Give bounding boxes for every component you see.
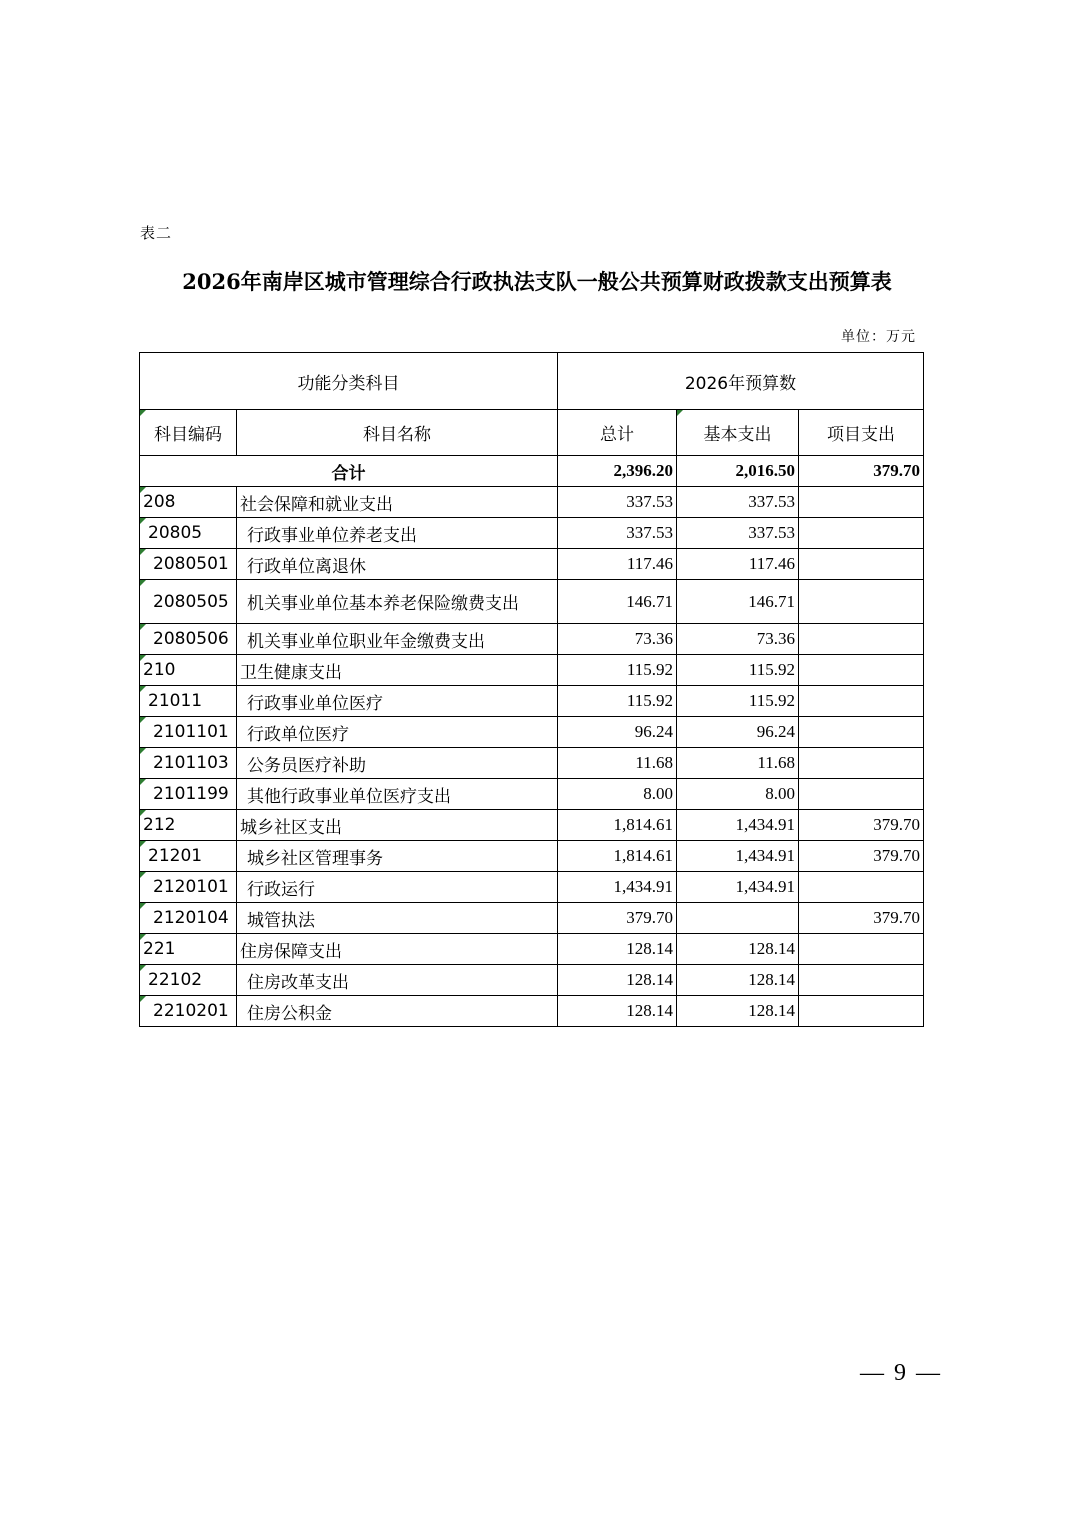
row-total: 337.53 bbox=[558, 487, 677, 518]
row-project bbox=[799, 549, 924, 580]
table-tag: 表二 bbox=[140, 224, 173, 242]
row-code: 2080506 bbox=[140, 624, 237, 655]
row-project: 379.70 bbox=[799, 810, 924, 841]
row-basic bbox=[677, 903, 799, 934]
table-row bbox=[140, 748, 924, 779]
row-code: 22102 bbox=[140, 965, 237, 996]
table-row bbox=[140, 686, 924, 717]
total-row bbox=[140, 456, 924, 487]
row-code: 2101199 bbox=[140, 779, 237, 810]
row-project bbox=[799, 748, 924, 779]
table-row bbox=[140, 518, 924, 549]
total-label: 合计 bbox=[140, 456, 558, 487]
row-basic: 117.46 bbox=[677, 549, 799, 580]
table-row bbox=[140, 841, 924, 872]
row-name: 行政事业单位养老支出 bbox=[237, 518, 558, 549]
header-code: 科目编码 bbox=[140, 410, 237, 456]
row-basic: 1,434.91 bbox=[677, 841, 799, 872]
row-project bbox=[799, 779, 924, 810]
unit-label: 单位：万元 bbox=[841, 329, 916, 345]
row-basic: 11.68 bbox=[677, 748, 799, 779]
row-total: 117.46 bbox=[558, 549, 677, 580]
table-row bbox=[140, 872, 924, 903]
page-number: — 9 — bbox=[860, 1360, 942, 1386]
row-name: 城乡社区支出 bbox=[237, 810, 558, 841]
row-basic: 1,434.91 bbox=[677, 872, 799, 903]
row-name: 公务员医疗补助 bbox=[237, 748, 558, 779]
row-total: 337.53 bbox=[558, 518, 677, 549]
row-code: 2101103 bbox=[140, 748, 237, 779]
row-name: 机关事业单位基本养老保险缴费支出 bbox=[237, 580, 558, 624]
budget-table bbox=[139, 352, 924, 1027]
row-name: 行政事业单位医疗 bbox=[237, 686, 558, 717]
row-total: 146.71 bbox=[558, 580, 677, 624]
table-row bbox=[140, 655, 924, 686]
row-basic: 337.53 bbox=[677, 487, 799, 518]
row-code: 2120104 bbox=[140, 903, 237, 934]
row-project bbox=[799, 686, 924, 717]
row-project: 379.70 bbox=[799, 841, 924, 872]
total-amount: 2,396.20 bbox=[558, 456, 677, 487]
row-name: 社会保障和就业支出 bbox=[237, 487, 558, 518]
row-basic: 128.14 bbox=[677, 934, 799, 965]
table-row bbox=[140, 934, 924, 965]
page-title: 2026年南岸区城市管理综合行政执法支队一般公共预算财政拨款支出预算表 bbox=[182, 269, 892, 294]
table-row bbox=[140, 549, 924, 580]
row-basic: 73.36 bbox=[677, 624, 799, 655]
row-code: 208 bbox=[140, 487, 237, 518]
header-project: 项目支出 bbox=[799, 410, 924, 456]
header-budget-2026: 2026年预算数 bbox=[558, 353, 924, 410]
row-project: 379.70 bbox=[799, 903, 924, 934]
header-total: 总计 bbox=[558, 410, 677, 456]
table-row bbox=[140, 996, 924, 1027]
row-total: 96.24 bbox=[558, 717, 677, 748]
row-code: 2080505 bbox=[140, 580, 237, 624]
table-row bbox=[140, 580, 924, 624]
table-row bbox=[140, 624, 924, 655]
row-name: 住房改革支出 bbox=[237, 965, 558, 996]
row-name: 住房保障支出 bbox=[237, 934, 558, 965]
row-project bbox=[799, 872, 924, 903]
row-basic: 128.14 bbox=[677, 996, 799, 1027]
row-basic: 115.92 bbox=[677, 686, 799, 717]
table-row bbox=[140, 965, 924, 996]
row-code: 21201 bbox=[140, 841, 237, 872]
row-code: 2101101 bbox=[140, 717, 237, 748]
row-basic: 8.00 bbox=[677, 779, 799, 810]
row-name: 住房公积金 bbox=[237, 996, 558, 1027]
row-project bbox=[799, 717, 924, 748]
row-basic: 115.92 bbox=[677, 655, 799, 686]
row-total: 128.14 bbox=[558, 996, 677, 1027]
row-total: 8.00 bbox=[558, 779, 677, 810]
table-row bbox=[140, 810, 924, 841]
row-project bbox=[799, 996, 924, 1027]
row-project bbox=[799, 580, 924, 624]
row-total: 115.92 bbox=[558, 686, 677, 717]
row-name: 机关事业单位职业年金缴费支出 bbox=[237, 624, 558, 655]
row-basic: 146.71 bbox=[677, 580, 799, 624]
row-total: 128.14 bbox=[558, 934, 677, 965]
header-row-group bbox=[140, 353, 924, 410]
row-total: 73.36 bbox=[558, 624, 677, 655]
header-name: 科目名称 bbox=[237, 410, 558, 456]
row-code: 221 bbox=[140, 934, 237, 965]
row-project bbox=[799, 934, 924, 965]
row-code: 210 bbox=[140, 655, 237, 686]
row-name: 行政运行 bbox=[237, 872, 558, 903]
row-code: 21011 bbox=[140, 686, 237, 717]
row-name: 行政单位离退休 bbox=[237, 549, 558, 580]
row-total: 128.14 bbox=[558, 965, 677, 996]
row-project bbox=[799, 518, 924, 549]
row-project bbox=[799, 624, 924, 655]
header-row-columns bbox=[140, 410, 924, 456]
row-total: 115.92 bbox=[558, 655, 677, 686]
table-row bbox=[140, 717, 924, 748]
row-code: 212 bbox=[140, 810, 237, 841]
header-basic: 基本支出 bbox=[677, 410, 799, 456]
row-name: 卫生健康支出 bbox=[237, 655, 558, 686]
row-total: 11.68 bbox=[558, 748, 677, 779]
row-basic: 337.53 bbox=[677, 518, 799, 549]
row-name: 行政单位医疗 bbox=[237, 717, 558, 748]
row-code: 20805 bbox=[140, 518, 237, 549]
header-function-category: 功能分类科目 bbox=[140, 353, 558, 410]
table-row bbox=[140, 903, 924, 934]
row-code: 2080501 bbox=[140, 549, 237, 580]
row-total: 1,814.61 bbox=[558, 810, 677, 841]
total-basic: 2,016.50 bbox=[677, 456, 799, 487]
row-total: 379.70 bbox=[558, 903, 677, 934]
row-name: 其他行政事业单位医疗支出 bbox=[237, 779, 558, 810]
row-code: 2210201 bbox=[140, 996, 237, 1027]
row-basic: 1,434.91 bbox=[677, 810, 799, 841]
row-project bbox=[799, 655, 924, 686]
row-name: 城管执法 bbox=[237, 903, 558, 934]
row-code: 2120101 bbox=[140, 872, 237, 903]
row-total: 1,814.61 bbox=[558, 841, 677, 872]
row-basic: 96.24 bbox=[677, 717, 799, 748]
row-project bbox=[799, 487, 924, 518]
table-row bbox=[140, 779, 924, 810]
row-total: 1,434.91 bbox=[558, 872, 677, 903]
total-project: 379.70 bbox=[799, 456, 924, 487]
row-project bbox=[799, 965, 924, 996]
row-basic: 128.14 bbox=[677, 965, 799, 996]
row-name: 城乡社区管理事务 bbox=[237, 841, 558, 872]
table-row bbox=[140, 487, 924, 518]
